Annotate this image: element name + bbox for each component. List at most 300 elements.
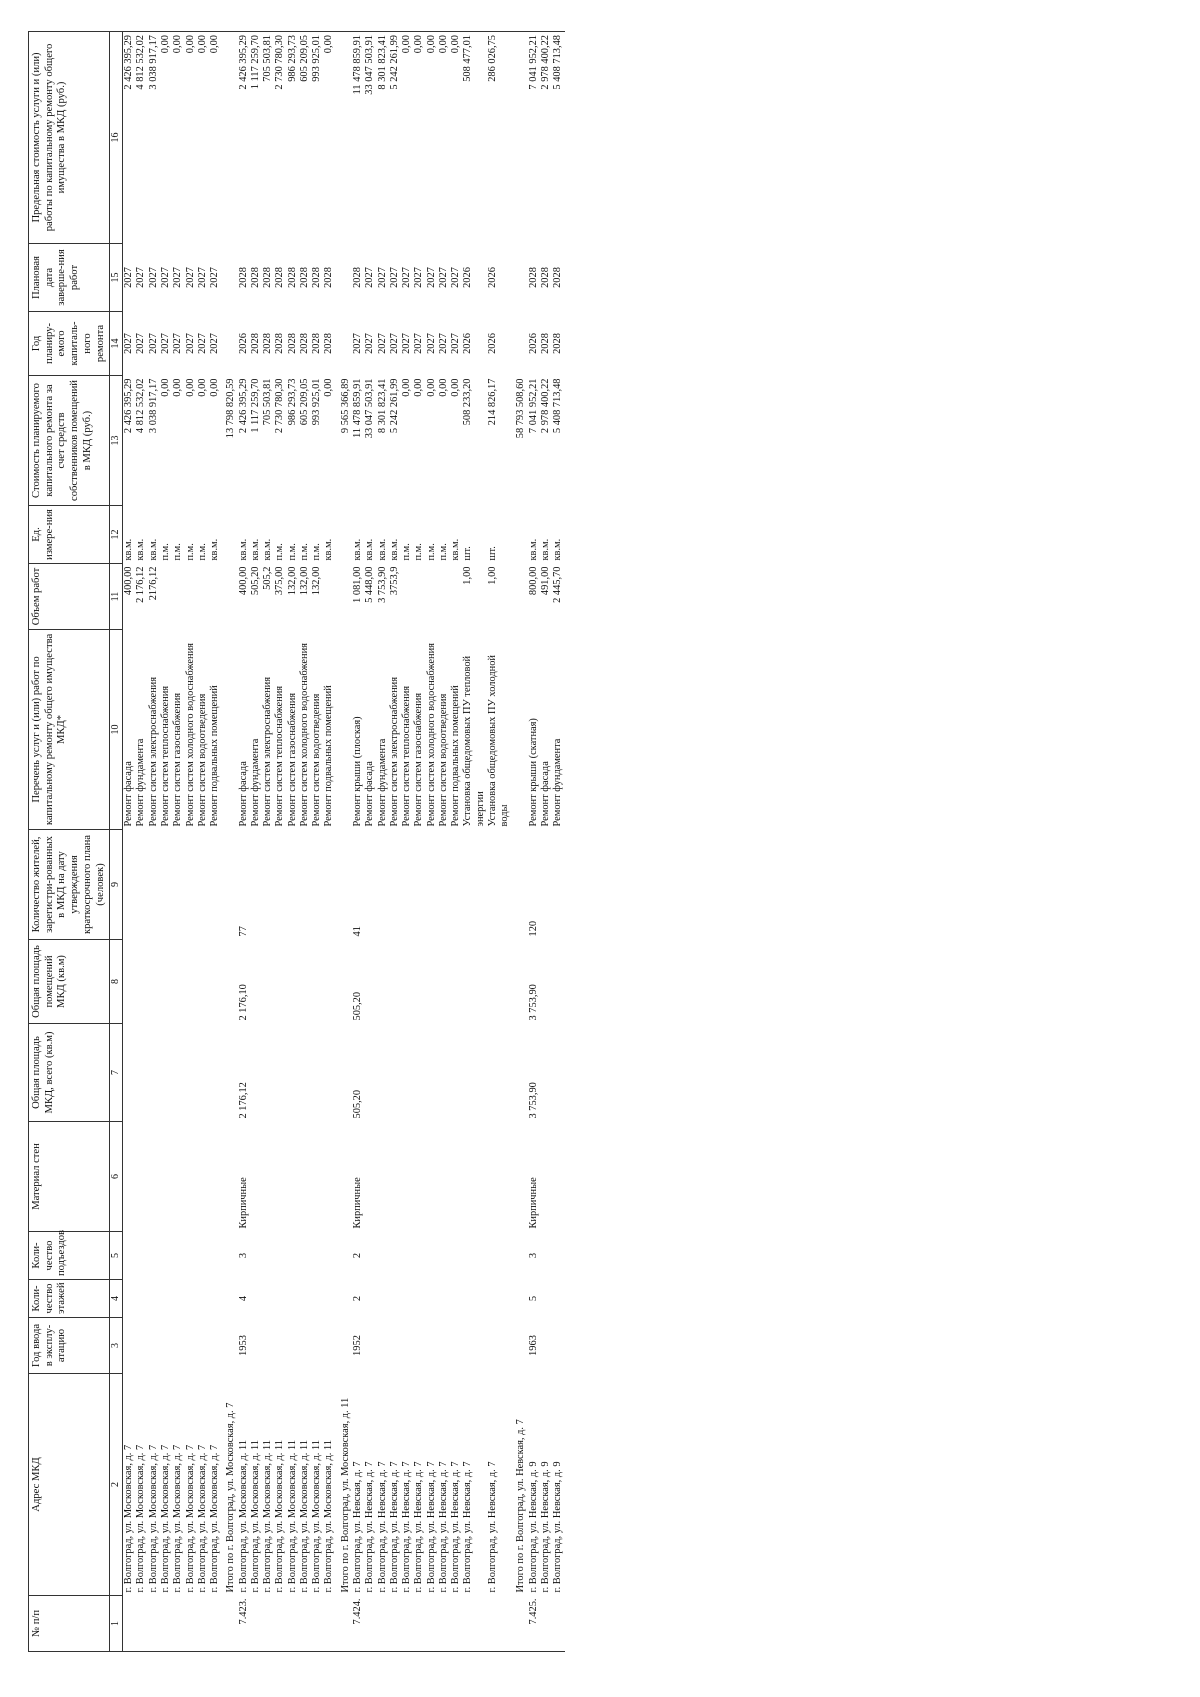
cell-col-8 [221,940,237,1024]
cell-col-5 [160,1232,172,1280]
cell-col-5 [552,1232,564,1280]
cell-col-14: 2026 [237,333,249,354]
cell-col-13: 0,00 [196,378,208,397]
cell-col-14: 2027 [160,333,172,354]
table-row [352,32,364,1652]
cell-col-5 [364,1232,376,1280]
cell-col-6 [389,1122,401,1232]
cell-col-16: 2 730 780,30 [274,32,286,244]
header-cell: Общая площадь помещений МКД (кв.м) [29,940,110,1024]
cell-col-3 [221,1318,237,1374]
cell-col-6 [299,1122,311,1232]
table-row [487,32,512,1652]
cell-col-8: 505,20 [352,991,363,1021]
cell-col-4 [438,1280,450,1318]
cell-col-9 [287,830,299,940]
cell-col-9 [336,830,352,940]
cell-col-2: г. Волгоград, ул. Московская, д. 7 [160,1444,172,1593]
cell-col-11: 800,00 [527,566,539,596]
cell-col-1 [450,1596,462,1652]
cell-col-6 [287,1122,299,1232]
table-row [401,32,413,1652]
cell-col-5 [540,1232,552,1280]
cell-col-7 [336,1024,352,1122]
cell-col-8 [185,940,197,1024]
header-cell: Материал стен [29,1122,110,1232]
cell-col-14: 2027 [388,333,400,354]
cell-col-15: 2027 [437,267,449,288]
cell-col-4 [172,1280,184,1318]
cell-col-10 [221,630,237,830]
cell-col-10: Ремонт подвальных помещений [450,685,462,827]
cell-col-2: г. Волгоград, ул. Невская, д. 7 [413,1461,425,1593]
cell-col-6 [148,1122,160,1232]
cell-col-12: шт. [462,546,474,561]
cell-col-4 [462,1280,487,1318]
cell-col-3 [262,1318,274,1374]
cell-col-6 [552,1122,564,1232]
cell-col-4 [389,1280,401,1318]
cell-col-14: 2027 [184,333,196,354]
cell-col-3 [364,1318,376,1374]
cell-col-15: 2027 [450,267,462,288]
cell-col-16: 2 426 395,29 [123,32,136,244]
cell-col-13: 508 233,20 [462,378,474,426]
cell-col-5 [221,1232,237,1280]
cell-col-1 [274,1596,286,1652]
cell-col-3 [209,1318,221,1374]
cell-col-6 [123,1122,136,1232]
cell-col-2: г. Волгоград, ул. Невская, д. 9 [539,1461,551,1593]
table-header [29,32,123,1652]
column-number: 8 [110,940,123,1024]
cell-col-16: 0,00 [438,32,450,244]
cell-col-15: 2027 [196,267,208,288]
cell-col-16: 0,00 [426,32,438,244]
cell-col-1 [299,1596,311,1652]
cell-col-5: 2 [352,1252,363,1259]
cell-col-6: Кирпичные [352,1177,363,1229]
cell-col-15: 2028 [323,267,335,288]
table-row [528,32,540,1652]
cell-col-1 [123,1596,136,1652]
cell-col-9 [148,830,160,940]
cell-col-13: 58 793 508,60 [515,378,527,439]
cell-col-2: г. Волгоград, ул. Невская, д. 7 [437,1461,449,1593]
cell-col-5 [438,1232,450,1280]
cell-col-1 [135,1596,147,1652]
cell-col-8: 3 753,90 [527,984,539,1021]
cell-col-14: 2028 [539,333,551,354]
cell-col-4 [552,1280,564,1318]
cell-col-8 [197,940,209,1024]
cell-col-6 [311,1122,323,1232]
cell-col-10: Ремонт систем электроснабжения [147,677,159,827]
cell-col-9 [135,830,147,940]
cell-col-11: 2 445,70 [552,566,564,603]
cell-col-8 [364,940,376,1024]
cell-col-6 [426,1122,438,1232]
cell-col-5 [323,1232,335,1280]
cell-col-3 [462,1318,487,1374]
table-row [438,32,450,1652]
cell-col-8 [311,940,323,1024]
cell-col-5 [209,1232,221,1280]
cell-col-3 [123,1318,136,1374]
cell-col-10: Ремонт фасада [123,761,135,827]
cell-col-13: 8 301 823,41 [376,378,388,434]
header-cell: Общая площадь МКД, всего (кв.м) [29,1024,110,1122]
cell-col-2: г. Волгоград, ул. Невская, д. 7 [388,1461,400,1593]
cell-col-11 [511,564,527,630]
cell-col-13: 7 041 952,21 [527,378,539,434]
cell-col-16 [511,32,527,244]
cell-col-10: Ремонт подвальных помещений [209,685,221,827]
cell-col-9 [438,830,450,940]
cell-col-4 [209,1280,221,1318]
cell-col-9 [487,830,512,940]
table-row [287,32,299,1652]
cell-col-4 [323,1280,335,1318]
cell-col-15: 2028 [274,267,286,288]
cell-col-15: 2027 [147,267,159,288]
header-cell: Адрес МКД [29,1374,110,1596]
cell-col-8: 2 176,10 [237,984,249,1021]
cell-col-6 [450,1122,462,1232]
cell-col-3 [487,1318,512,1374]
cell-col-16: 4 812 532,02 [135,32,147,244]
cell-col-1 [148,1596,160,1652]
cell-col-3: 1963 [527,1335,539,1356]
cell-col-15: 2028 [298,267,310,288]
cell-col-2: г. Волгоград, ул. Московская, д. 7 [172,1444,184,1593]
cell-col-1 [336,1596,352,1652]
header-cell: Плановая дата заверше-ния работ [29,244,110,312]
cell-col-6 [160,1122,172,1232]
column-number: 11 [110,564,123,630]
cell-col-9 [552,830,564,940]
cell-col-9 [540,830,552,940]
cell-col-1: 7.425. [528,1596,540,1652]
table-row [197,32,209,1652]
cell-col-11 [172,564,184,630]
cell-col-14: 2027 [123,333,135,354]
column-number: 1 [110,1596,123,1652]
cell-col-13: 0,00 [160,378,172,397]
cell-col-5 [413,1232,425,1280]
cell-col-3 [197,1318,209,1374]
cell-col-12: кв.м. [323,538,335,561]
cell-col-15: 2027 [425,267,437,288]
cell-col-4 [487,1280,512,1318]
cell-col-12: кв.м. [527,538,539,561]
table-row [250,32,262,1652]
cell-col-16: 0,00 [197,32,209,244]
cell-col-6 [413,1122,425,1232]
cell-col-2: г. Волгоград, ул. Невская, д. 9 [552,1461,564,1593]
cell-col-16: 0,00 [185,32,197,244]
cell-col-8 [389,940,401,1024]
cell-col-10: Ремонт систем холодного водоснабжения [184,643,196,827]
cell-col-14: 2027 [209,333,221,354]
cell-col-7 [209,1024,221,1122]
cell-col-14: 2027 [172,333,184,354]
cell-col-12: п.м. [311,543,323,561]
cell-col-1 [511,1596,527,1652]
cell-col-11: 2176,12 [147,566,159,601]
cell-col-2: Итого по г. Волгоград, ул. Московская, д. 11 [339,1397,351,1593]
cell-col-4 [148,1280,160,1318]
cell-col-9 [426,830,438,940]
cell-col-11: 2 176,12 [135,566,147,603]
cell-col-10 [511,630,527,830]
cell-col-3 [160,1318,172,1374]
column-number: 6 [110,1122,123,1232]
cell-col-4 [185,1280,197,1318]
cell-col-9 [160,830,172,940]
cell-col-2: г. Волгоград, ул. Московская, д. 7 [184,1444,196,1593]
cell-col-10: Ремонт крыши (скатная) [527,718,539,827]
table-row [413,32,425,1652]
cell-col-10: Ремонт систем электроснабжения [388,677,400,827]
cell-col-2: г. Волгоград, ул. Московская, д. 11 [249,1439,261,1593]
cell-col-1 [323,1596,335,1652]
column-number: 9 [110,830,123,940]
cell-col-8 [401,940,413,1024]
cell-col-6 [401,1122,413,1232]
cell-col-11: 1,00 [486,566,498,585]
cell-col-4 [287,1280,299,1318]
cell-col-11: 3753,9 [388,566,400,596]
cell-col-14: 2027 [147,333,159,354]
header-cell: Год ввода в эксплу-атацию [29,1318,110,1374]
cell-col-12: кв.м. [123,538,135,561]
cell-col-16: 11 478 859,91 [352,32,364,244]
cell-col-1 [364,1596,376,1652]
cell-col-10: Ремонт фундамента [135,738,147,827]
cell-col-3 [287,1318,299,1374]
cell-col-11: 1 081,00 [352,566,363,603]
cell-col-11 [413,564,425,630]
cell-col-2: г. Волгоград, ул. Московская, д. 7 [135,1444,147,1593]
cell-col-2: г. Волгоград, ул. Московская, д. 11 [311,1439,323,1593]
cell-col-1 [487,1596,512,1652]
cell-col-11: 1,00 [462,566,474,585]
cell-col-8 [426,940,438,1024]
cell-col-16: 2 978 400,22 [540,32,552,244]
table-row [389,32,401,1652]
table-row [552,32,564,1652]
cell-col-10: Ремонт фасада [539,761,551,827]
cell-col-5: 3 [527,1252,539,1259]
cell-col-5 [487,1232,512,1280]
cell-col-9 [197,830,209,940]
cell-col-12: кв.м. [249,538,261,561]
cell-col-2: г. Волгоград, ул. Московская, д. 7 [123,1444,135,1593]
cell-col-1 [540,1596,552,1652]
cell-col-7 [185,1024,197,1122]
cell-col-14 [336,312,352,376]
header-cell: Предельная стоимость услуги и (или) работы по капитальному ремонту общего имущества в МКД (руб.) [29,32,110,244]
cell-col-7: 2 176,12 [237,1082,249,1119]
cell-col-7: 3 753,90 [527,1082,539,1119]
cell-col-7 [311,1024,323,1122]
cell-col-15: 2026 [486,267,498,288]
total-row [336,32,352,1652]
cell-col-9 [221,830,237,940]
cell-col-12 [221,506,237,564]
cell-col-16 [336,32,352,244]
cell-col-7: 505,20 [352,1089,363,1119]
cell-col-16: 0,00 [401,32,413,244]
cell-col-7 [148,1024,160,1122]
cell-col-16: 286 026,75 [487,32,512,244]
cell-col-3: 1952 [352,1335,363,1356]
cell-col-5 [401,1232,413,1280]
cell-col-5 [299,1232,311,1280]
cell-col-14: 2027 [364,333,376,354]
cell-col-9 [377,830,389,940]
cell-col-13: 0,00 [413,378,425,397]
cell-col-9 [389,830,401,940]
cell-col-9 [299,830,311,940]
cell-col-5 [511,1232,527,1280]
cell-col-12 [336,506,352,564]
column-number: 2 [110,1374,123,1596]
cell-col-2: г. Волгоград, ул. Невская, д. 7 [462,1461,474,1593]
cell-col-8 [299,940,311,1024]
cell-col-1 [160,1596,172,1652]
cell-col-4 [401,1280,413,1318]
cell-col-3 [172,1318,184,1374]
cell-col-16: 8 301 823,41 [377,32,389,244]
cell-col-3 [336,1318,352,1374]
column-number: 10 [110,630,123,830]
cell-col-6 [185,1122,197,1232]
cell-col-13: 0,00 [209,378,221,397]
cell-col-11 [336,564,352,630]
cell-col-5 [250,1232,262,1280]
cell-col-5 [135,1232,147,1280]
cell-col-1 [185,1596,197,1652]
header-cell: Стоимость планируемого капитального ремонта за счет средств собственников помещений в МКД (руб.) [29,376,110,506]
cell-col-8 [413,940,425,1024]
cell-col-15: 2026 [462,267,474,288]
header-cell: Объем работ [29,564,110,630]
cell-col-9 [413,830,425,940]
cell-col-9 [209,830,221,940]
cell-col-13: 993 925,01 [311,378,323,426]
cell-col-16: 33 047 503,91 [364,32,376,244]
cell-col-13: 705 503,81 [262,378,274,426]
cell-col-11 [209,564,221,630]
table-row [450,32,462,1652]
cell-col-7 [274,1024,286,1122]
cell-col-4 [364,1280,376,1318]
cell-col-8 [336,940,352,1024]
cell-col-4 [450,1280,462,1318]
cell-col-16: 0,00 [323,32,335,244]
cell-col-2: г. Волгоград, ул. Московская, д. 11 [298,1439,310,1593]
cell-col-7 [172,1024,184,1122]
cell-col-16: 0,00 [172,32,184,244]
cell-col-6 [438,1122,450,1232]
cell-col-8 [487,940,512,1024]
cell-col-13: 2 426 395,29 [237,378,249,434]
cell-col-3 [250,1318,262,1374]
table-row [540,32,552,1652]
column-number: 15 [110,244,123,312]
table-row [160,32,172,1652]
cell-col-3 [438,1318,450,1374]
cell-col-15: 2027 [388,267,400,288]
cell-col-8 [123,940,136,1024]
cell-col-13: 214 826,17 [486,378,498,426]
cell-col-14: 2028 [274,333,286,354]
cell-col-13: 2 426 395,29 [123,378,135,434]
column-number: 12 [110,506,123,564]
cell-col-2: г. Волгоград, ул. Московская, д. 7 [209,1444,221,1593]
table-row [426,32,438,1652]
cell-col-5: 3 [237,1252,249,1259]
cell-col-6 [172,1122,184,1232]
cell-col-1 [262,1596,274,1652]
cell-col-13: 13 798 820,59 [225,378,237,439]
cell-col-15: 2028 [539,267,551,288]
cell-col-9 [250,830,262,940]
cell-col-12: п.м. [298,543,310,561]
cell-col-16: 1 117 259,70 [250,32,262,244]
cell-col-5 [311,1232,323,1280]
cell-col-14: 2027 [376,333,388,354]
cell-col-15: 2027 [172,267,184,288]
cell-col-2: г. Волгоград, ул. Московская, д. 11 [286,1439,298,1593]
cell-col-8 [274,940,286,1024]
cell-col-12: п.м. [274,543,286,561]
cell-col-1 [221,1596,237,1652]
cell-col-16: 7 041 952,21 [528,32,540,244]
cell-col-12: кв.м. [352,538,363,561]
cell-col-15: 2028 [527,267,539,288]
cell-col-11 [323,564,335,630]
cell-col-16: 2 426 395,29 [238,32,250,244]
cell-col-13: 0,00 [450,378,462,397]
cell-col-3 [185,1318,197,1374]
table-row [377,32,389,1652]
cell-col-2: г. Волгоград, ул. Московская, д. 11 [274,1439,286,1593]
cell-col-3 [552,1318,564,1374]
cell-col-5 [389,1232,401,1280]
table-row [262,32,274,1652]
cell-col-4 [221,1280,237,1318]
cell-col-16: 993 925,01 [311,32,323,244]
cell-col-12: кв.м. [552,538,564,561]
cell-col-5 [287,1232,299,1280]
cell-col-6 [540,1122,552,1232]
cell-col-6 [250,1122,262,1232]
cell-col-13: 4 812 532,02 [135,378,147,434]
table-row [185,32,197,1652]
cell-col-4 [511,1280,527,1318]
cell-col-3 [401,1318,413,1374]
header-numbers-row [110,32,123,1652]
column-number: 16 [110,32,123,244]
cell-col-12: кв.м. [364,538,376,561]
cell-col-14: 2027 [352,333,363,354]
table-row [274,32,286,1652]
cell-col-14: 2027 [450,333,462,354]
cell-col-3 [540,1318,552,1374]
